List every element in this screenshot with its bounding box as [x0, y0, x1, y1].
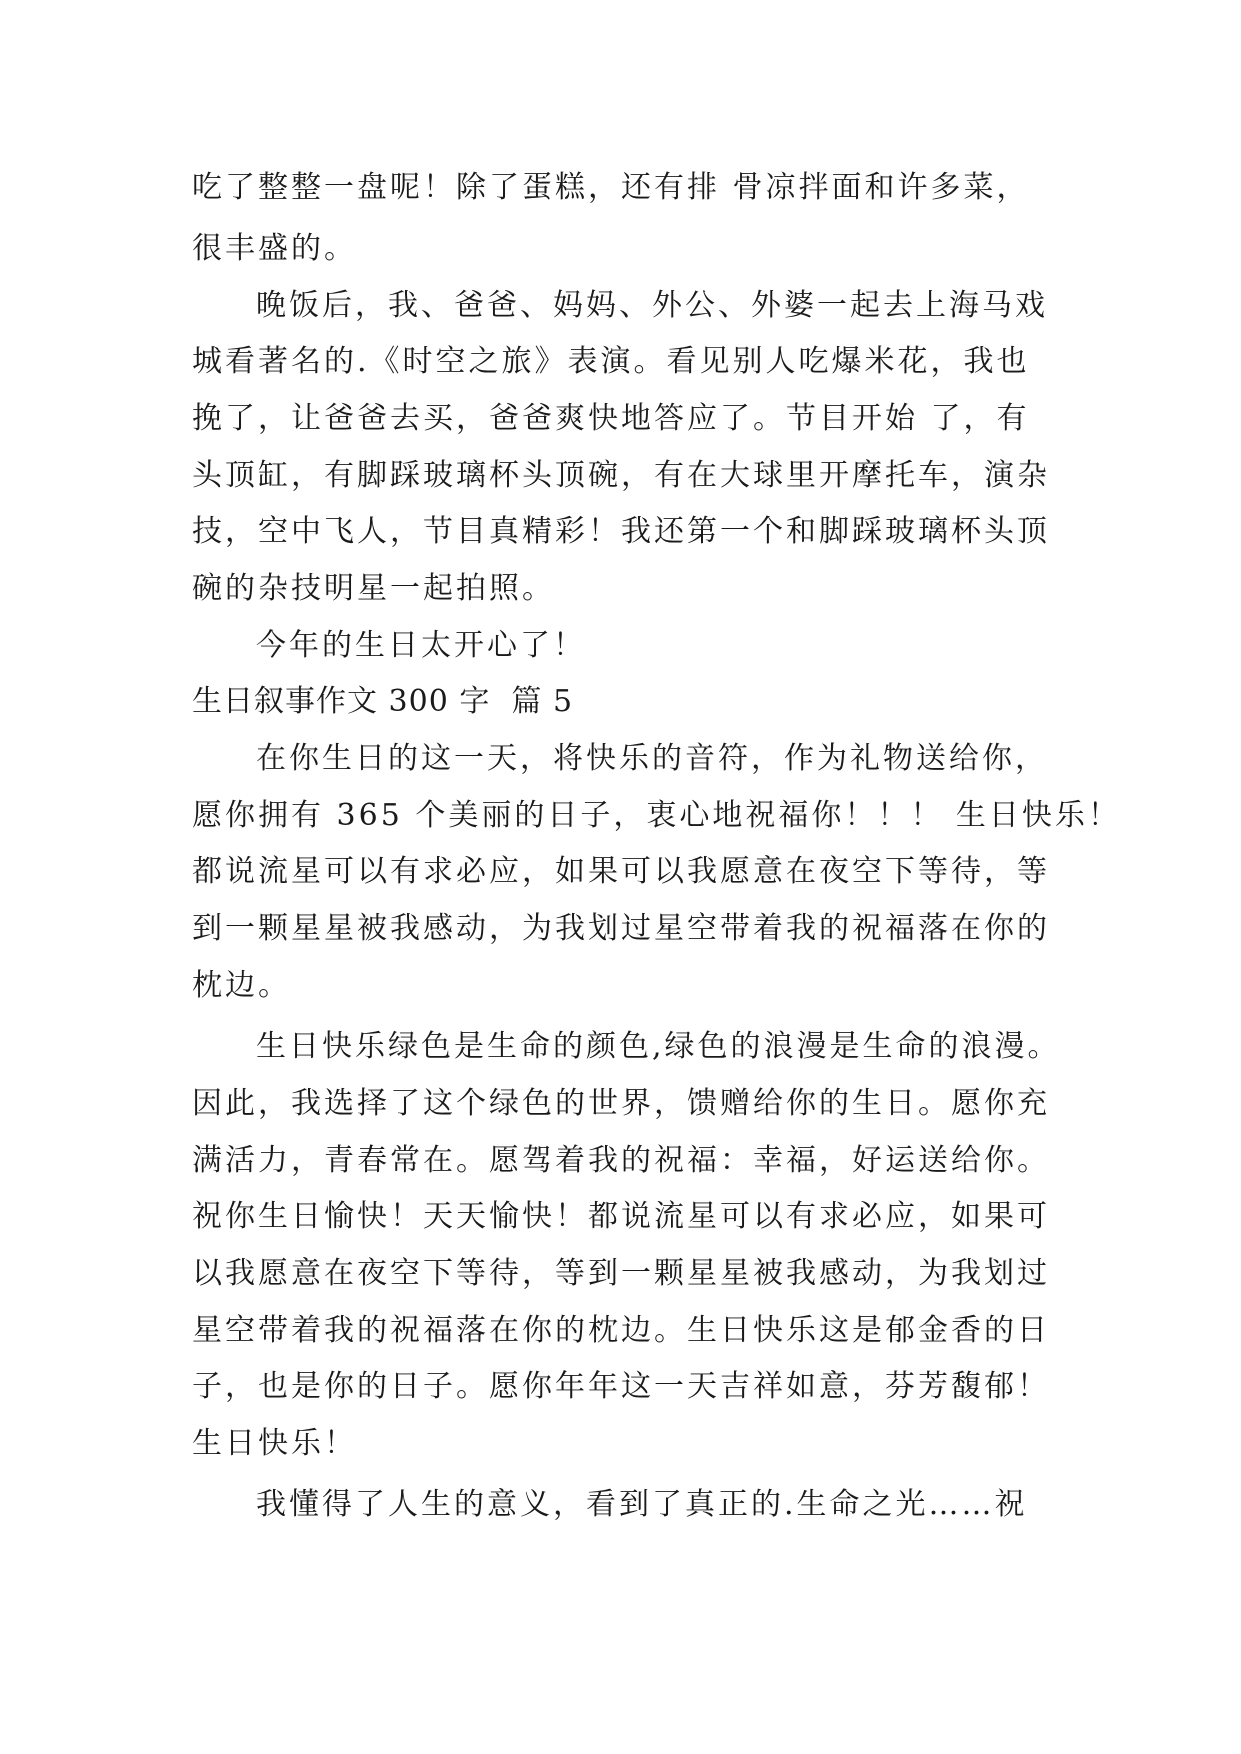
- text-line: 星空带着我的祝福落在你的枕边。生日快乐这是郁金香的日: [192, 1313, 1050, 1348]
- text-line: 枕边。: [192, 968, 291, 1003]
- text-line: 以我愿意在夜空下等待，等到一颗星星被我感动，为我划过: [192, 1256, 1050, 1291]
- text-line: 都说流星可以有求必应，如果可以我愿意在夜空下等待，等: [192, 854, 1050, 889]
- text-line: 生日快乐！: [192, 1426, 357, 1461]
- text-line: 祝你生日愉快！天天愉快！都说流星可以有求必应，如果可: [192, 1199, 1050, 1234]
- text-line: 碗的杂技明星一起拍照。: [192, 571, 555, 606]
- text-line: 子，也是你的日子。愿你年年这一天吉祥如意，芬芳馥郁！: [192, 1369, 1050, 1404]
- text-line: 愿你拥有 365 个美丽的日子，衷心地祝福你！！！ 生日快乐！: [192, 798, 1121, 833]
- text-line: 在你生日的这一天，将快乐的音符，作为礼物送给你，: [256, 741, 1048, 776]
- text-line: 吃了整整一盘呢！除了蛋糕，还有排 骨凉拌面和许多菜，: [192, 170, 1030, 205]
- text-line: 满活力，青春常在。愿驾着我的祝福：幸福，好运送给你。: [192, 1143, 1050, 1178]
- text-line: 技，空中飞人，节目真精彩！我还第一个和脚踩玻璃杯头顶: [192, 514, 1050, 549]
- text-line: 生日快乐绿色是生命的颜色,绿色的浪漫是生命的浪漫。: [256, 1029, 1061, 1064]
- text-line: 头顶缸，有脚踩玻璃杯头顶碗，有在大球里开摩托车，演杂: [192, 458, 1050, 493]
- text-line: 到一颗星星被我感动，为我划过星空带着我的祝福落在你的: [192, 911, 1050, 946]
- text-line: 我懂得了人生的意义，看到了真正的.生命之光……祝: [256, 1487, 1028, 1522]
- text-line: 城看著名的.《时空之旅》表演。看见别人吃爆米花，我也: [192, 344, 1030, 379]
- section-heading: 生日叙事作文 300 字 篇 5: [192, 684, 574, 719]
- text-line: 挽了，让爸爸去买，爸爸爽快地答应了。节目开始 了，有: [192, 401, 1030, 436]
- text-line: 今年的生日太开心了！: [256, 628, 586, 663]
- text-line: 晚饭后，我、爸爸、妈妈、外公、外婆一起去上海马戏: [256, 288, 1048, 323]
- text-line: 很丰盛的。: [192, 231, 357, 266]
- text-line: 因此，我选择了这个绿色的世界，馈赠给你的生日。愿你充: [192, 1086, 1050, 1121]
